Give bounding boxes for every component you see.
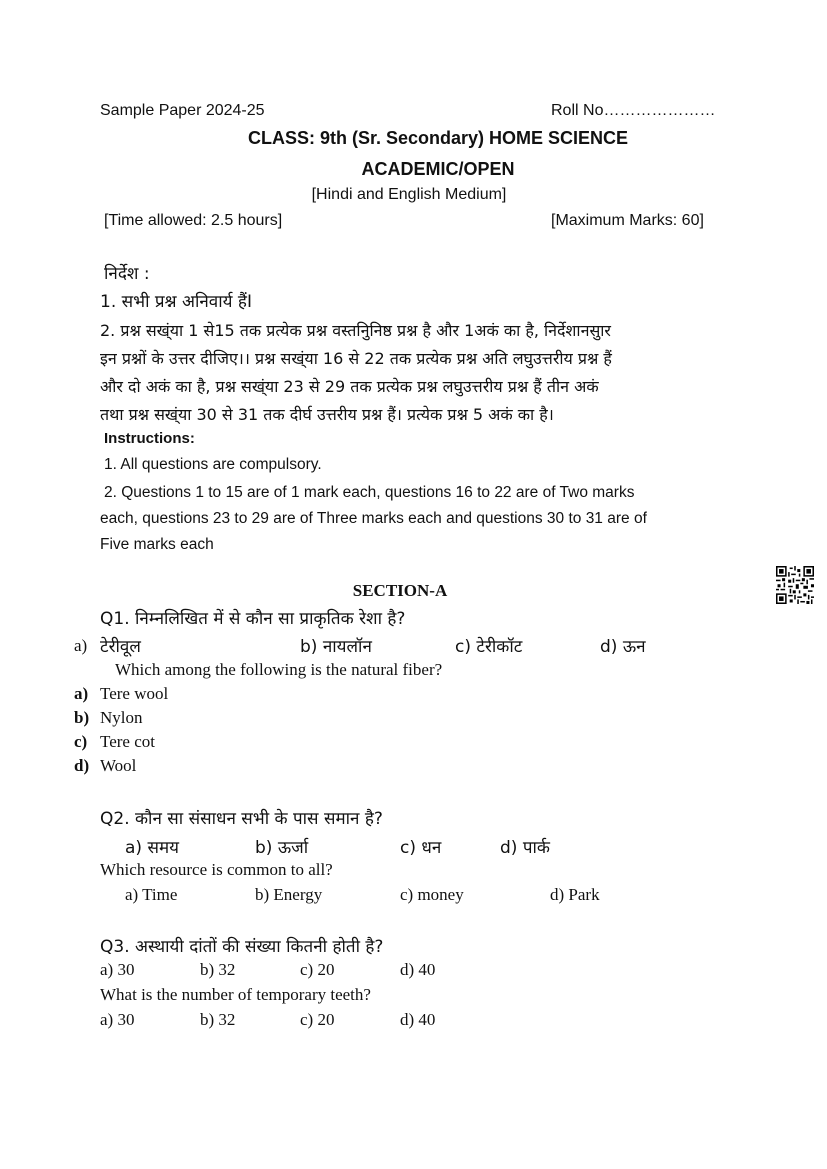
q1-option-c xyxy=(74,732,155,752)
maximum-marks: [Maximum Marks: 60] xyxy=(551,212,704,229)
instruction-2 xyxy=(100,480,725,558)
q1-hindi-option-c: c) टेरीकॉट xyxy=(455,637,523,657)
q3-option-a: a) 30 xyxy=(100,1010,135,1029)
q3-hindi-question: Q3. अस्थायी दांतों की संख्या कितनी होती है? xyxy=(100,937,384,957)
q2-hindi-option-b: b) ऊर्जा xyxy=(255,838,309,858)
option-label: a) xyxy=(74,684,89,703)
option-text: Nylon xyxy=(100,708,143,727)
q2-option-a: a) Time xyxy=(125,885,178,904)
medium-label: [Hindi and English Medium] xyxy=(311,186,507,203)
q3-english-question: What is the number of temporary teeth? xyxy=(100,985,371,1004)
q2-hindi-option-d: d) पार्क xyxy=(500,838,550,858)
q1-hindi-option-a-label: a) xyxy=(74,636,88,655)
class-title: CLASS: 9th (Sr. Secondary) HOME SCIENCE xyxy=(247,128,629,148)
q1-hindi-option-a: टेरीवूल xyxy=(100,637,141,657)
q1-option-a xyxy=(74,684,168,704)
q1-hindi-option-d: d) ऊन xyxy=(600,637,646,657)
q1-english-question: Which among the following is the natural fiber? xyxy=(115,660,443,679)
option-text: Tere cot xyxy=(100,732,155,751)
q3-hindi-option-a: a) 30 xyxy=(100,960,135,979)
instructions-heading: Instructions: xyxy=(104,430,195,447)
instruction-2-line: each, questions 23 to 29 are of Three marks each and questions 30 to 31 are of xyxy=(100,510,647,527)
q2-option-b: b) Energy xyxy=(255,885,323,904)
q3-option-b: b) 32 xyxy=(200,1010,236,1029)
hindi-instruction-2-line: 2. प्रश्न सख्ंया 1 से15 तक प्रत्येक प्रश्न वस्तनुिनिष्ठ प्रश्न है और 1अकं का है, निर्देशानसुार xyxy=(100,321,611,340)
q2-option-d: d) Park xyxy=(550,885,600,904)
hindi-instructions-heading: निर्देश : xyxy=(104,264,150,284)
q2-hindi-option-a: a) समय xyxy=(125,838,179,858)
q1-option-b xyxy=(74,708,143,728)
q3-hindi-option-b: b) 32 xyxy=(200,960,236,979)
q3-option-d: d) 40 xyxy=(400,1010,436,1029)
instruction-1: 1. All questions are compulsory. xyxy=(104,456,322,473)
hindi-instruction-1: 1. सभी प्रश्न अनिवार्य हैंI xyxy=(100,292,252,312)
q2-english-question: Which resource is common to all? xyxy=(100,860,333,879)
q1-hindi-question: Q1. निम्नलिखित में से कौन सा प्राकृतिक रेशा है? xyxy=(100,609,406,629)
roll-no-label: Roll No………………… xyxy=(551,102,716,119)
q2-hindi-option-c: c) धन xyxy=(400,838,442,858)
q2-hindi-question: Q2. कौन सा संसाधन सभी के पास समान है? xyxy=(100,809,383,829)
section-a-title: SECTION-A xyxy=(352,581,448,600)
option-text: Tere wool xyxy=(100,684,169,703)
hindi-instruction-2-line: और दो अकं का है, प्रश्न सख्ंया 23 से 29 तक प्रत्येक प्रश्न लघुउत्तरीय प्रश्न हैं तीन अकं xyxy=(100,377,599,396)
q2-option-c: c) money xyxy=(400,885,464,904)
option-label: b) xyxy=(74,708,90,727)
hindi-instruction-2-line: इन प्रश्नों के उत्तर दीजिए।। प्रश्न सख्ंया 16 से 22 तक प्रत्येक प्रश्न अति लघुउत्तरीय प्रश्न हैं xyxy=(100,349,612,368)
option-text: Wool xyxy=(100,756,137,775)
option-label: c) xyxy=(74,732,88,751)
stream-title: ACADEMIC/OPEN xyxy=(361,159,515,179)
time-allowed: [Time allowed: 2.5 hours] xyxy=(104,212,283,229)
hindi-instruction-2 xyxy=(100,317,725,429)
instruction-2-line: Five marks each xyxy=(100,536,214,553)
q3-hindi-option-c: c) 20 xyxy=(300,960,335,979)
q1-hindi-option-b: b) नायलॉन xyxy=(300,637,372,657)
q3-hindi-option-d: d) 40 xyxy=(400,960,436,979)
instruction-2-line: 2. Questions 1 to 15 are of 1 mark each, questions 16 to 22 are of Two marks xyxy=(104,484,635,501)
option-label: d) xyxy=(74,756,90,775)
hindi-instruction-2-line: तथा प्रश्न सख्ंया 30 से 31 तक दीर्घ उत्तरीय प्रश्न हैं। प्रत्येक प्रश्न 5 अकं का है। xyxy=(100,405,554,424)
sample-paper-label: Sample Paper 2024-25 xyxy=(100,102,265,119)
q3-option-c: c) 20 xyxy=(300,1010,335,1029)
q1-option-d xyxy=(74,756,136,776)
